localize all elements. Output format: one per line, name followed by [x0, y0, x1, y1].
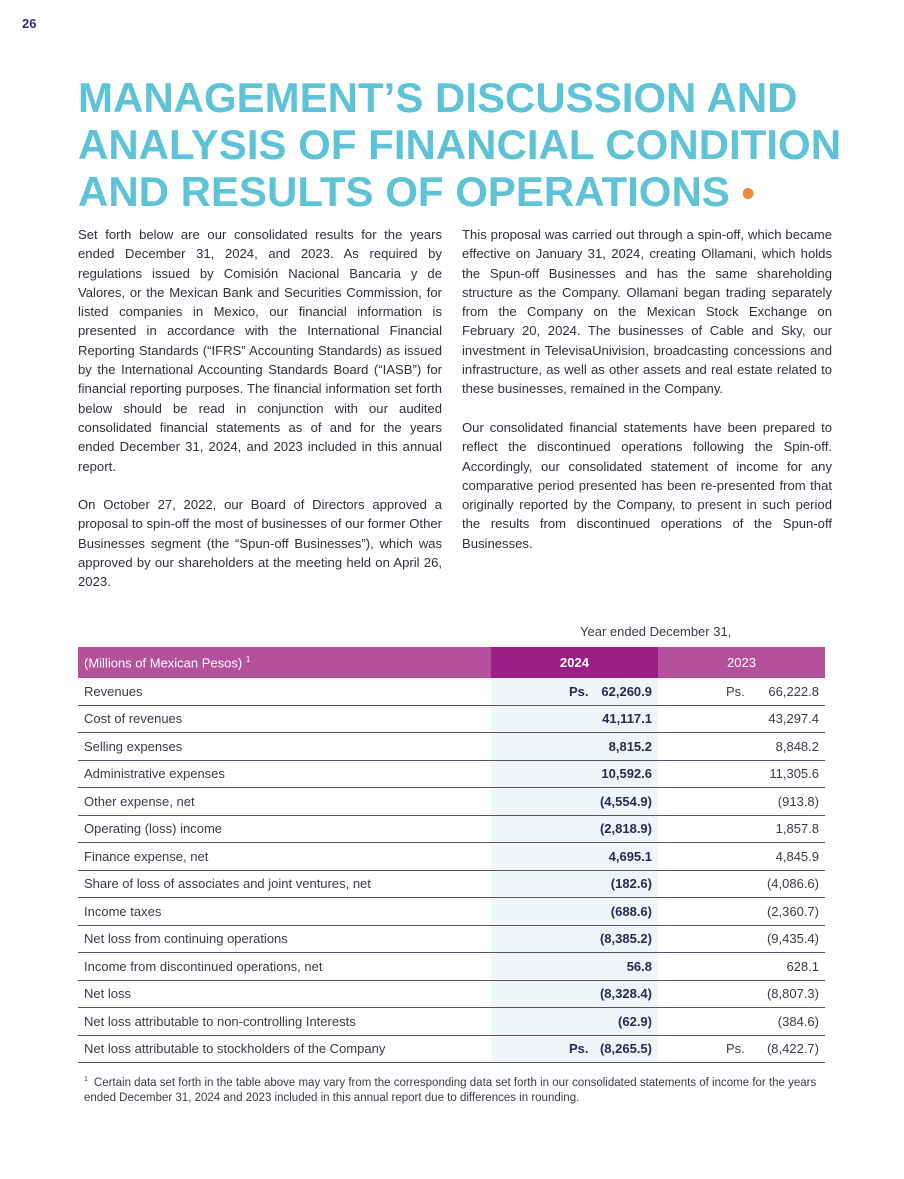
value-2023-text: (913.8): [777, 793, 819, 809]
value-2024: [491, 843, 658, 871]
table-row: [78, 788, 825, 816]
table-row: [78, 1035, 825, 1063]
value-2024: [491, 733, 658, 761]
value-2023: [658, 1035, 825, 1063]
table-row: [78, 843, 825, 871]
table-row: [78, 1008, 825, 1036]
value-2023-text: 628.1: [786, 958, 819, 974]
page-title: [78, 74, 858, 218]
column-header-2024: 2024: [491, 647, 658, 678]
value-2024-text: 56.8: [626, 958, 652, 974]
footnote-mark: 1: [84, 1076, 88, 1083]
value-2023-text: (384.6): [777, 1013, 819, 1029]
right-paragraph-2: Our consolidated financial statements have been prepared to reflect the discontinued operations following the Spin-off. Accordingly, our consolidated statement of income for any comparative period presented has been re-presented from that originally reported by the Company, to present in such period the results from discontinued operations of the Spun-off Businesses.: [462, 419, 832, 551]
value-2023: [658, 678, 825, 705]
table-body: [78, 678, 825, 1063]
value-2024-text: 10,592.6: [601, 766, 652, 782]
table-row: [78, 870, 825, 898]
table-row: [78, 760, 825, 788]
currency-label: Ps.: [726, 1041, 745, 1057]
right-text-column: [462, 225, 832, 572]
row-label: Administrative expenses: [78, 760, 491, 788]
row-label: Share of loss of associates and joint ventures, net: [78, 870, 491, 898]
column-header-2023: 2023: [658, 647, 825, 678]
value-2023: [658, 953, 825, 981]
row-label: Finance expense, net: [78, 843, 491, 871]
value-2024: [491, 760, 658, 788]
value-2024-text: (4,554.9): [599, 793, 652, 809]
value-2023-text: 11,305.6: [769, 766, 819, 782]
table-row: [78, 678, 825, 705]
table-row: [78, 925, 825, 953]
row-label: Net loss from continuing operations: [78, 925, 491, 953]
value-2024-text: (182.6): [610, 876, 652, 892]
value-2024: [491, 1008, 658, 1036]
period-header: Year ended December 31,: [580, 624, 732, 639]
row-label: Cost of revenues: [78, 705, 491, 733]
row-label: Income taxes: [78, 898, 491, 926]
value-2024: [491, 980, 658, 1008]
value-2024: [491, 870, 658, 898]
page-title-text: MANAGEMENT’S DISCUSSION AND ANALYSIS OF FINANCIAL CONDITION AND RESULTS OF OPERATIONS: [78, 74, 842, 215]
table-row: [78, 815, 825, 843]
value-2024: [491, 788, 658, 816]
label-header-text: (Millions of Mexican Pesos): [84, 655, 243, 671]
value-2023-text: (4,086.6): [766, 876, 819, 892]
value-2023-text: (8,422.7): [766, 1041, 819, 1057]
title-bullet-icon: •: [741, 173, 755, 215]
currency-label: Ps.: [726, 683, 745, 699]
financial-results-table: [78, 647, 825, 1063]
value-2023-text: 8,848.2: [775, 738, 819, 754]
footnote: [84, 1072, 824, 1106]
table-row: [78, 733, 825, 761]
value-2023: [658, 1008, 825, 1036]
value-2023: [658, 898, 825, 926]
value-2024-text: (62.9): [618, 1013, 652, 1029]
currency-label: Ps.: [569, 1041, 589, 1057]
left-paragraph-2: On October 27, 2022, our Board of Directors approved a proposal to spin-off the most of businesses of our former Other Businesses segment (the “Spun-off Businesses”), which was approved by our shareholders at the meeting held on April 26, 2023.: [78, 497, 442, 590]
value-2023: [658, 733, 825, 761]
value-2023: [658, 870, 825, 898]
left-text-column: [78, 225, 442, 611]
value-2024: [491, 925, 658, 953]
value-2024-text: (688.6): [610, 903, 652, 919]
value-2023: [658, 980, 825, 1008]
value-2024-text: 8,815.2: [608, 738, 652, 754]
table-header-row: [78, 647, 825, 678]
row-label: Other expense, net: [78, 788, 491, 816]
table-row: [78, 980, 825, 1008]
page-number: 26: [22, 16, 37, 31]
table-row: [78, 705, 825, 733]
currency-label: Ps.: [569, 683, 589, 699]
value-2024: [491, 898, 658, 926]
value-2024: [491, 953, 658, 981]
value-2023: [658, 925, 825, 953]
value-2024: [491, 815, 658, 843]
value-2024: [491, 1035, 658, 1063]
value-2023: [658, 760, 825, 788]
row-label: Income from discontinued operations, net: [78, 953, 491, 981]
row-label: Revenues: [78, 678, 491, 705]
value-2023-text: (8,807.3): [766, 986, 819, 1002]
value-2024: [491, 705, 658, 733]
footnote-text: Certain data set forth in the table above may vary from the corresponding data set forth in our consolidated statements of income for the years ended December 31, 2024 and 2023 included in this annual report due to differences in rounding.: [84, 1076, 817, 1104]
table-row: [78, 953, 825, 981]
value-2023: [658, 705, 825, 733]
label-header-footnote-mark: 1: [245, 654, 251, 664]
value-2023-text: 4,845.9: [775, 848, 819, 864]
left-paragraph-1: Set forth below are our consolidated results for the years ended December 31, 2024, and 2023. As required by regulations issued by Comisión Nacional Bancaria y de Valores, or the Mexican Bank and Securities Commission, for listed companies in Mexico, our financial information is presented in accordance with the International Financial Reporting Standards (“IFRS” Accounting Standards) as issued by the International Accounting Standards Board (“IASB”) for financial reporting purposes. The financial information set forth below should be read in conjunction with our audited consolidated financial statements as of and for the years ended December 31, 2024, and 2023 included in this annual report.: [78, 227, 442, 474]
value-2023-text: 43,297.4: [768, 711, 819, 727]
value-2023: [658, 843, 825, 871]
value-2024-text: (2,818.9): [599, 821, 652, 837]
label-column-header: [78, 647, 491, 678]
value-2023-text: (9,435.4): [766, 931, 819, 947]
value-2023-text: 66,222.8: [768, 683, 819, 699]
value-2024-text: (8,265.5): [599, 1041, 652, 1057]
row-label: Operating (loss) income: [78, 815, 491, 843]
row-label: Net loss attributable to stockholders of the Company: [78, 1035, 491, 1063]
table-row: [78, 898, 825, 926]
value-2024-text: (8,328.4): [599, 986, 652, 1002]
value-2023: [658, 788, 825, 816]
value-2023: [658, 815, 825, 843]
row-label: Selling expenses: [78, 733, 491, 761]
row-label: Net loss attributable to non-controlling Interests: [78, 1008, 491, 1036]
value-2024: [491, 678, 658, 705]
row-label: Net loss: [78, 980, 491, 1008]
value-2023-text: (2,360.7): [766, 903, 819, 919]
value-2024-text: (8,385.2): [599, 931, 652, 947]
value-2024-text: 41,117.1: [602, 711, 652, 727]
value-2024-text: 4,695.1: [608, 848, 652, 864]
right-paragraph-1: This proposal was carried out through a spin-off, which became effective on January 31, 2024, creating Ollamani, which holds the Spun-off Businesses and has the same shareholding structure as the Company. Ollamani began trading separately from the Company on the Mexican Stock Exchange on February 20, 2024. The businesses of Cable and Sky, our investment in TelevisaUnivision, broadcasting concessions and infrastructure, as well as other assets and real estate related to these businesses, remained in the Company.: [462, 227, 832, 397]
value-2023-text: 1,857.8: [775, 821, 819, 837]
value-2024-text: 62,260.9: [601, 683, 652, 699]
